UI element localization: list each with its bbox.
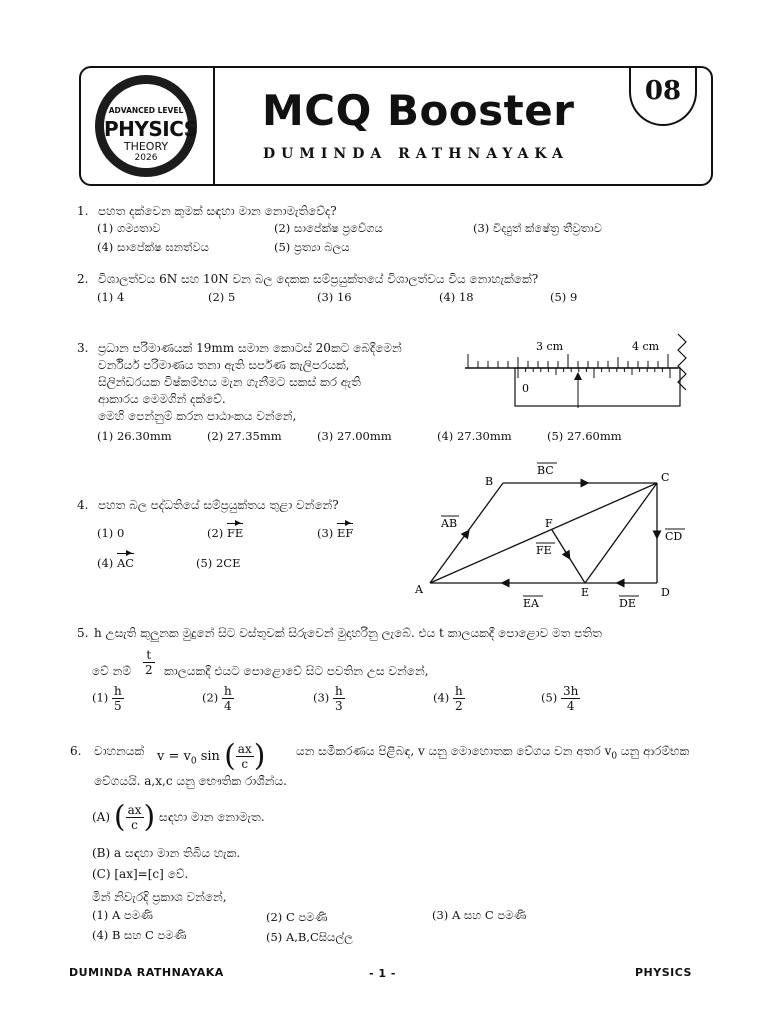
q1-option-5: (5) ප්‍රත්‍යා බලය bbox=[274, 240, 350, 254]
q5-number: 5. bbox=[77, 626, 89, 640]
q3-line-3: සිලින්ඩරයක විෂ්කම්භය මැන ගැනීමට සකස් කර ඇති bbox=[98, 375, 361, 389]
q5-option-4: (4) $\frac{h}{2}$ bbox=[433, 684, 463, 713]
q2-text: විශාලත්වය 6N සහ 10N වන බල දෙකක සම්ප්‍රයුක්තයේ විශාලත්වය විය නොහැක්කේ? bbox=[98, 272, 539, 286]
q3-line-1: ප්‍රධාන පරිමාණයක් 19mm සමාන කොටස් 20කට බෙදීමෙන් bbox=[98, 341, 402, 355]
q4-option-2: (2) FE bbox=[207, 526, 244, 540]
logo-line1: ADVANCED LEVEL bbox=[108, 106, 184, 115]
q5-option-1: (1) $\frac{h}{5}$ bbox=[92, 684, 122, 713]
q5-option-3: (3) $\frac{h}{3}$ bbox=[313, 684, 343, 713]
q3-option-2: (2) 27.35mm bbox=[207, 429, 282, 443]
vernier-caliper-figure bbox=[460, 330, 690, 420]
q1-option-4: (4) සාපේක්ෂ ඝනත්වය bbox=[97, 240, 209, 254]
q6-number: 6. bbox=[70, 744, 82, 758]
q4-number: 4. bbox=[77, 498, 89, 512]
q4-option-1: (1) 0 bbox=[97, 526, 125, 540]
q3-line-5: මෙහි පෙන්නුම් කරන පාඨාංකය වන්නේ, bbox=[98, 409, 297, 423]
header-divider bbox=[213, 66, 215, 186]
vector-ab-label: AB bbox=[441, 517, 458, 530]
q2-option-3: (3) 16 bbox=[317, 290, 352, 304]
q4-option-3: (3) EF bbox=[317, 526, 354, 540]
scale-label-4cm: 4 cm bbox=[632, 340, 660, 353]
q3-option-5: (5) 27.60mm bbox=[547, 429, 622, 443]
force-diagram bbox=[405, 455, 695, 615]
q6-intro: වාහනයක් bbox=[94, 744, 145, 758]
page-title: MCQ Booster bbox=[262, 86, 575, 135]
footer-author: DUMINDA RATHNAYAKA bbox=[69, 966, 224, 979]
vector-bc-label: BC bbox=[537, 464, 554, 477]
q6-option-1: (1) A පමණි bbox=[92, 908, 153, 922]
vector-de-label: DE bbox=[619, 597, 636, 610]
q6-line-1-rest: යන සමීකරණය පිළිබඳ, v යනු මොහොතක වේගය වන අතර $v_0$ යනු ආරම්භක bbox=[296, 744, 690, 762]
q3-number: 3. bbox=[77, 341, 89, 355]
q4-option-4: (4) AC bbox=[97, 556, 135, 570]
q3-option-1: (1) 26.30mm bbox=[97, 429, 172, 443]
q1-number: 1. bbox=[77, 204, 89, 218]
q6-statement-a: (A) ( $\frac{ax}{c}$ ) සඳහා මාන නොමැත. bbox=[92, 799, 265, 835]
q2-option-4: (4) 18 bbox=[439, 290, 474, 304]
q5-fraction-t-over-2: $\frac{t}{2}$ bbox=[145, 648, 153, 677]
q6-option-2: (2) C පමණි bbox=[266, 910, 328, 924]
point-a-label: A bbox=[415, 583, 423, 596]
q6-option-3: (3) A සහ C පමණි bbox=[432, 908, 527, 922]
q5-line-2b: කාලයකදී එයට පොළොවේ සිට පවතින උස වන්නේ, bbox=[164, 664, 429, 678]
q3-option-3: (3) 27.00mm bbox=[317, 429, 392, 443]
scale-label-3cm: 3 cm bbox=[536, 340, 564, 353]
q2-option-5: (5) 9 bbox=[550, 290, 578, 304]
footer-page-number: - 1 - bbox=[369, 967, 396, 980]
logo-line4: 2026 bbox=[134, 153, 158, 163]
q6-statement-c: (C) [ax]=[c] වේ. bbox=[92, 867, 189, 881]
q6-option-4: (4) B සහ C පමණි bbox=[92, 928, 187, 942]
q1-option-2: (2) සාපේක්ෂ ප්‍රවේගය bbox=[274, 221, 383, 235]
q4-option-5: (5) 2CE bbox=[196, 556, 241, 570]
q6-line-2: වේගයයි. a,x,c යනු භෞතික රාශීන්ය. bbox=[94, 774, 287, 788]
q5-option-2: (2) $\frac{h}{4}$ bbox=[202, 684, 232, 713]
author-name: DUMINDA RATHNAYAKA bbox=[263, 146, 569, 162]
footer-subject: PHYSICS bbox=[635, 966, 692, 979]
point-d-label: D bbox=[661, 586, 670, 599]
q3-line-4: ආකාරය මෙමගින් දක්වේ. bbox=[98, 392, 226, 406]
q2-option-2: (2) 5 bbox=[208, 290, 236, 304]
paper-number: 08 bbox=[629, 66, 697, 126]
q1-text: පහත දක්වෙන කුමක් සඳහා මාන නොමැතිවේද? bbox=[98, 204, 337, 218]
q2-number: 2. bbox=[77, 272, 89, 286]
q3-line-2: වර්නියර් පරිමාණය තනා ඇති සර්පණ කැලිපරයක්, bbox=[98, 358, 350, 372]
point-c-label: C bbox=[661, 471, 670, 484]
q6-statement-b: (B) a සඳහා මාන තිබිය හැක. bbox=[92, 846, 241, 860]
vector-fe-label: FE bbox=[536, 544, 552, 557]
vector-cd-label: CD bbox=[665, 530, 683, 543]
point-b-label: B bbox=[485, 475, 494, 488]
q5-line-2a: වේ නම් bbox=[92, 664, 131, 678]
q4-text: පහත බල පද්ධතියේ සම්ප්‍රයුක්තය තුළා වන්නේ? bbox=[98, 498, 339, 512]
point-e-label: E bbox=[581, 586, 590, 599]
q6-equation: $v = v_0$ sin ( $\frac{ax}{c}$ ) bbox=[157, 738, 266, 774]
point-f-label: F bbox=[545, 517, 553, 530]
q1-option-3: (3) විද්‍යුත් ක්ෂේත්‍ර තීව්‍රතාව bbox=[473, 221, 602, 235]
q1-option-1: (1) ගම්‍යතාව bbox=[97, 221, 161, 235]
q5-option-5: (5) $\frac{3h}{4}$ bbox=[541, 684, 579, 713]
logo-line2: PHYSICS bbox=[104, 117, 198, 141]
q6-stem: මින් නිවැරදි ප්‍රකාශ වන්නේ, bbox=[92, 890, 227, 904]
q6-option-5: (5) A,B,Cසියල්ල bbox=[266, 930, 353, 944]
vernier-zero-label: 0 bbox=[522, 382, 529, 395]
logo-line3: THEORY bbox=[123, 140, 169, 153]
q2-option-1: (1) 4 bbox=[97, 290, 125, 304]
physics-theory-logo bbox=[95, 75, 197, 177]
vector-ea-label: EA bbox=[523, 597, 539, 610]
q3-option-4: (4) 27.30mm bbox=[437, 429, 512, 443]
q5-line-1: h උසැති කුලුනක මුදුනේ සිට වස්තුවක් සිරුවෙන් මුදාහරිනු ලැබේ. එය t කාලයකදී පොළොව මත පතිත bbox=[94, 626, 602, 640]
